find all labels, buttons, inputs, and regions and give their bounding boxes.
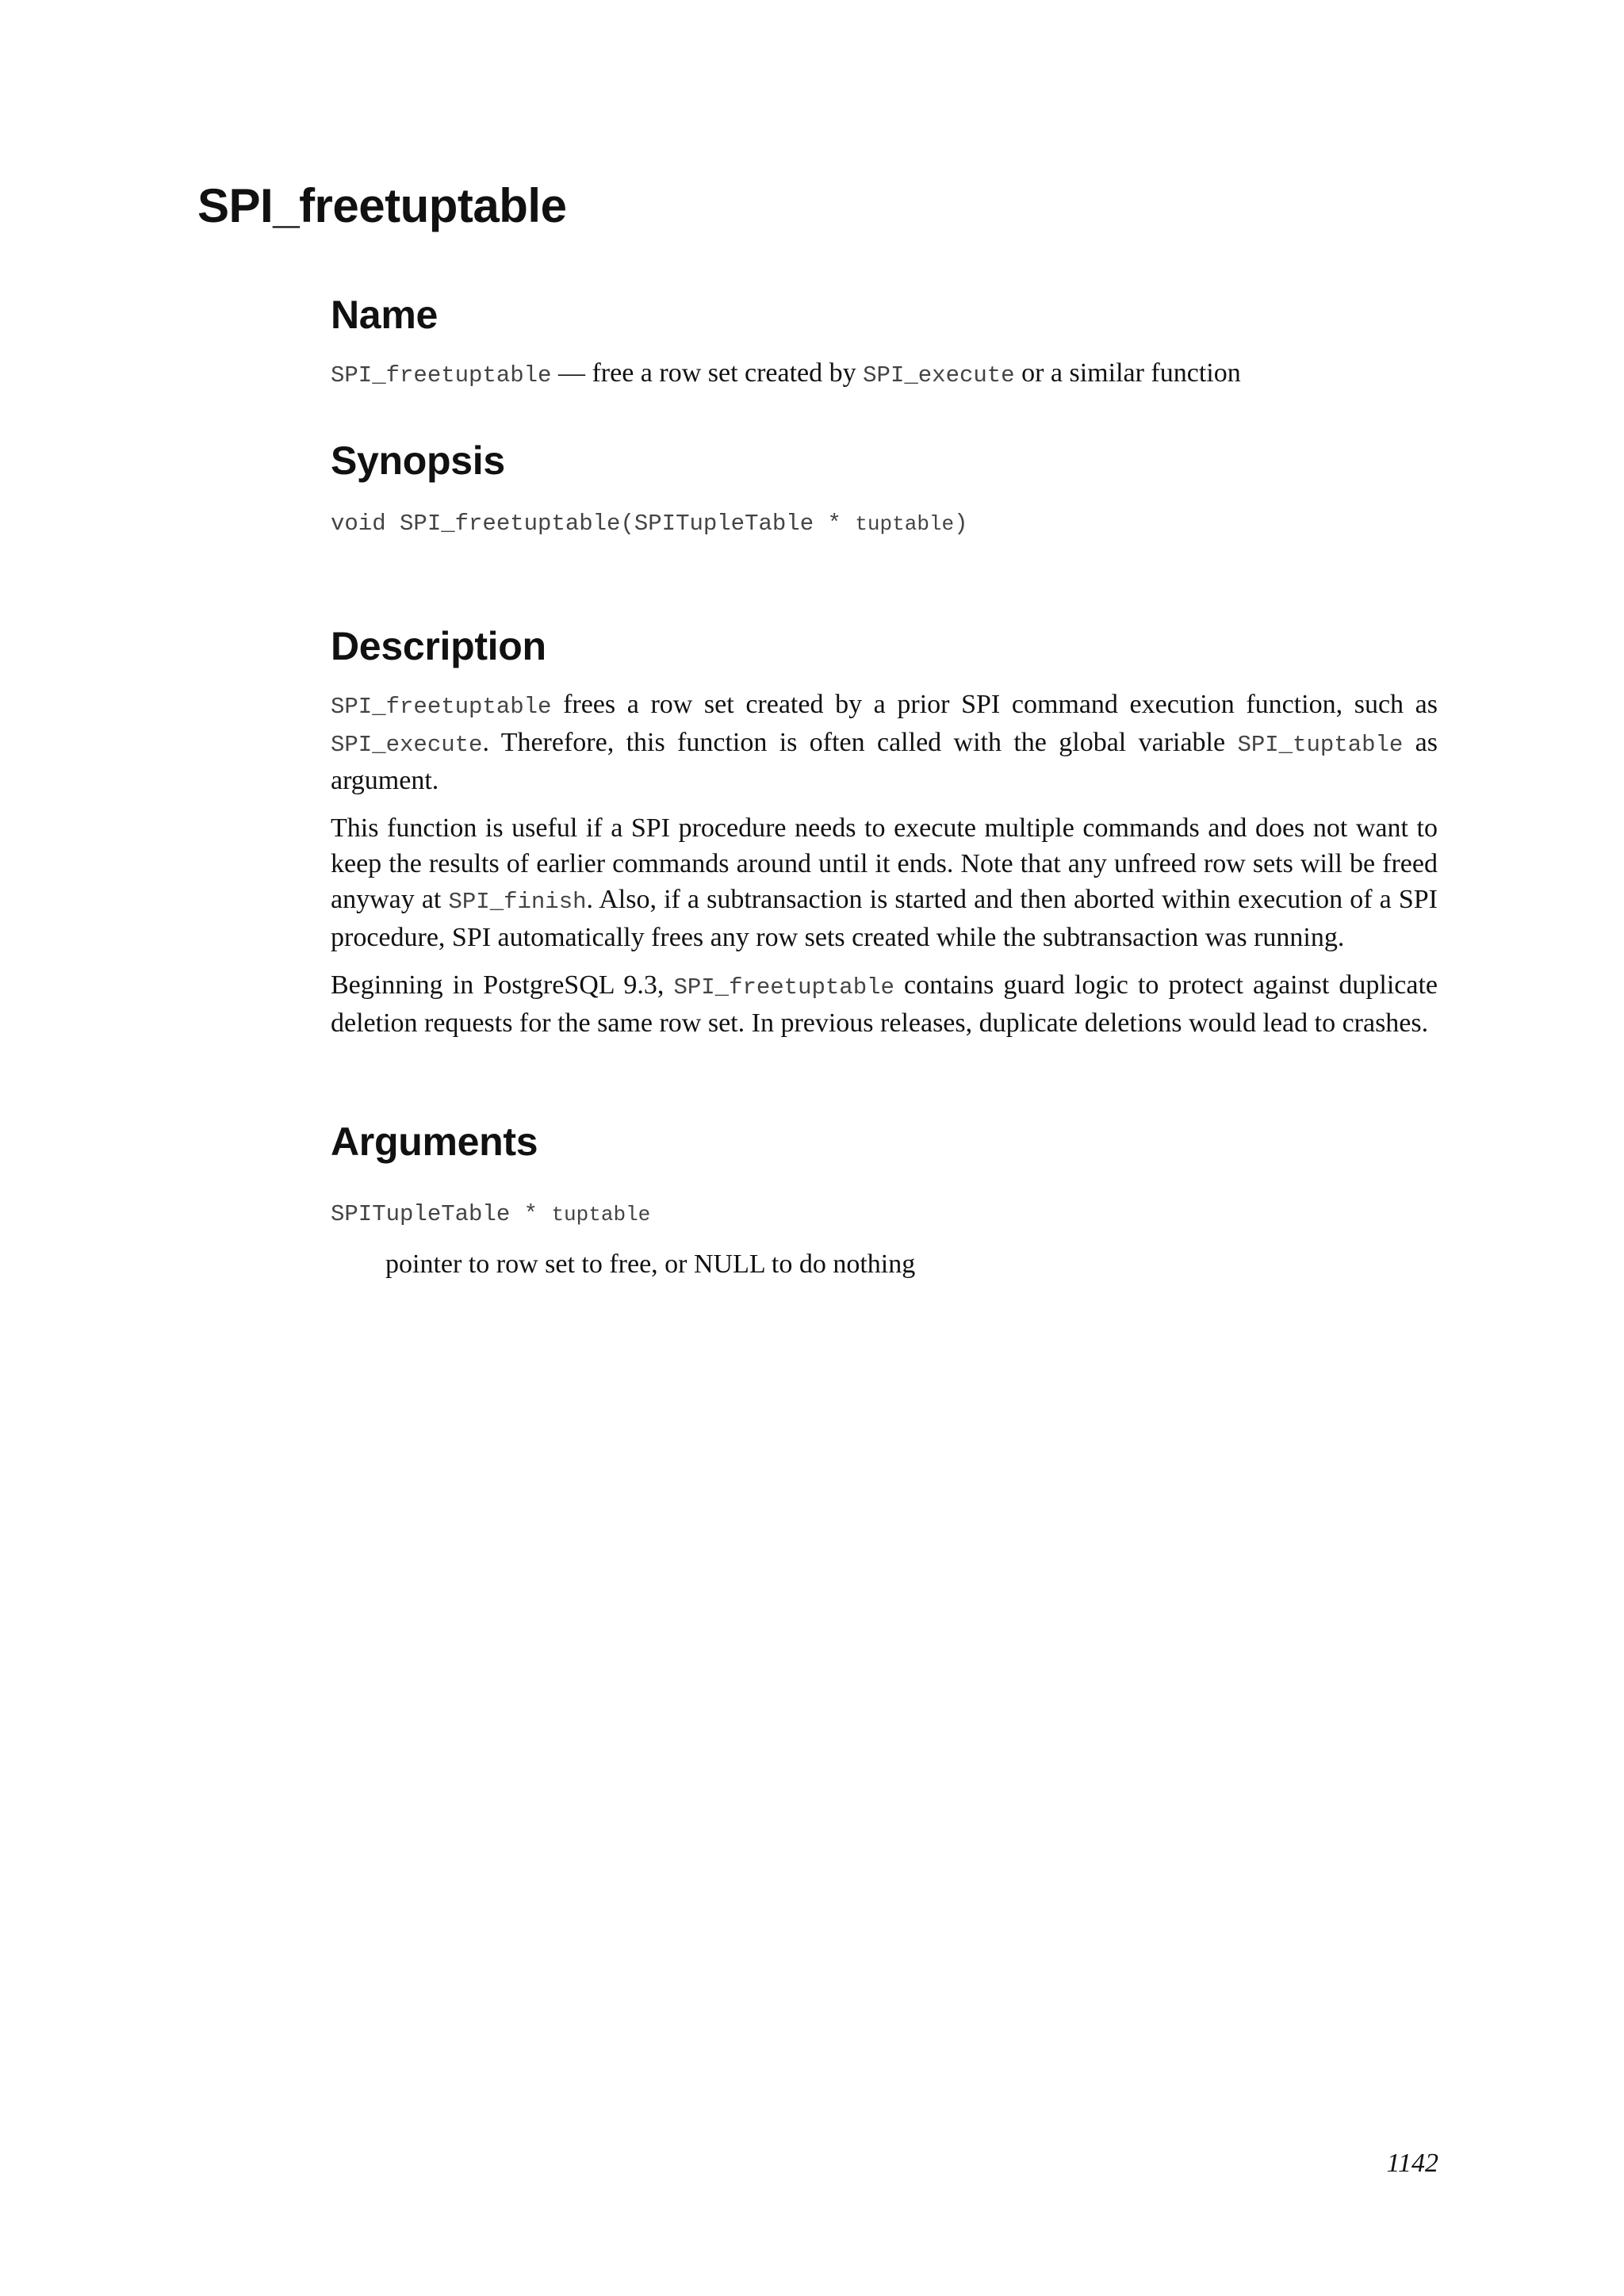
description-section — [331, 623, 1438, 1041]
name-tail-text: or a similar function — [1014, 358, 1241, 388]
p1-text-1: frees a row set created by a prior SPI command execution function, such as — [551, 689, 1438, 719]
p3-text-2: contains guard logic to protect against duplicate deletion requests for the same row set. In previous releases, duplicate deletions would lead to crashes. — [331, 970, 1438, 1038]
p1-text-2: . Therefore, this function is often called with the global variable — [482, 727, 1238, 757]
code-spi-finish: SPI_finish — [448, 888, 587, 915]
synopsis-prefix: void SPI_freetuptable(SPITupleTable * — [331, 511, 856, 537]
name-purpose — [331, 355, 1438, 393]
synopsis-heading: Synopsis — [331, 438, 505, 483]
code-freetuptable-2: SPI_freetuptable — [673, 974, 894, 1001]
argument-term — [331, 1201, 1438, 1229]
function-name: SPI_freetuptable — [331, 362, 552, 388]
synopsis-section — [331, 438, 1438, 538]
p1-text-3: as argument. — [331, 727, 1438, 795]
synopsis-suffix: ) — [954, 511, 968, 537]
p3-text-1: Beginning in PostgreSQL 9.3, — [331, 970, 674, 1000]
synopsis-arg: tuptable — [855, 512, 955, 536]
spi-execute-ref: SPI_execute — [863, 362, 1015, 388]
description-paragraph-1 — [331, 687, 1438, 798]
argument-list — [331, 1201, 1438, 1282]
description-paragraph-2 — [331, 810, 1438, 955]
arguments-heading: Arguments — [331, 1119, 538, 1164]
name-heading: Name — [331, 293, 438, 337]
name-dash-text: — free a row set created by — [551, 358, 864, 388]
code-spi-execute: SPI_execute — [331, 731, 483, 758]
p2-text-2: . Also, if a subtransaction is started and then aborted within execution of a SPI procedure, SPI automatically frees any row sets created while the subtransaction was running. — [331, 884, 1438, 952]
name-section — [331, 295, 1438, 393]
p2-text-1: This function is useful if a SPI procedure needs to execute multiple commands and does not want to keep the results of earlier commands around until it ends. Note that any unfreed row sets will be freed anyway at — [331, 813, 1438, 914]
description-heading: Description — [331, 623, 546, 668]
argument-name: tuptable — [551, 1202, 651, 1226]
argument-type: SPITupleTable * — [331, 1200, 552, 1227]
code-spi-tuptable: SPI_tuptable — [1237, 731, 1404, 758]
argument-description: pointer to row set to free, or NULL to do nothing — [385, 1249, 916, 1279]
refentry-content — [331, 295, 1438, 1282]
page-number: 1142 — [1386, 2149, 1438, 2178]
synopsis-code — [331, 511, 1438, 538]
arguments-section — [331, 1119, 1438, 1282]
page-title: SPI_freetuptable — [197, 179, 567, 232]
code-freetuptable: SPI_freetuptable — [331, 693, 552, 720]
description-paragraph-3 — [331, 967, 1438, 1041]
